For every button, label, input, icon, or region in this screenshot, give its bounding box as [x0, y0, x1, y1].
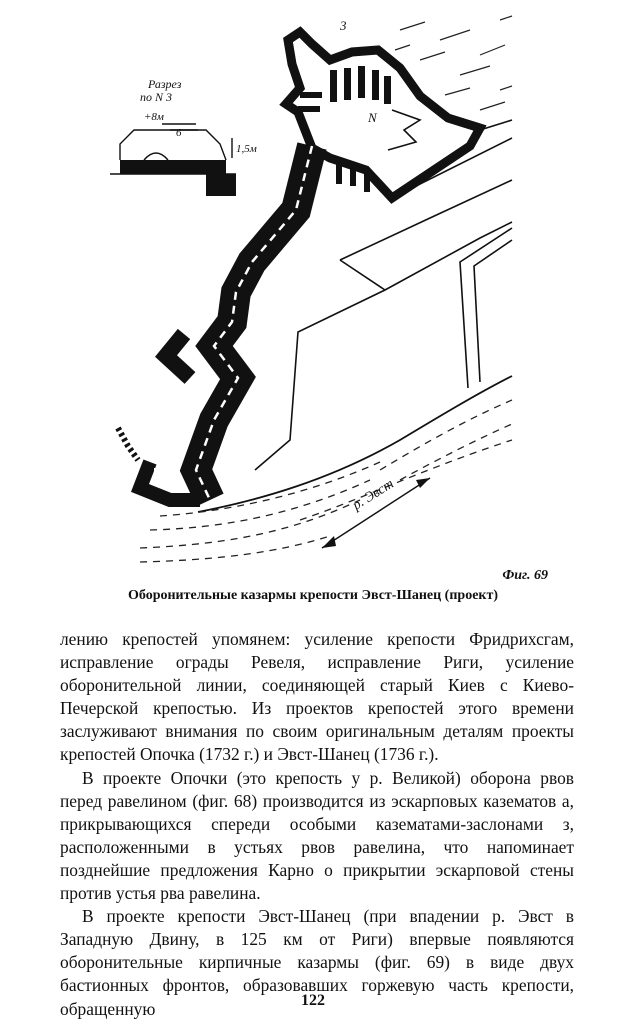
section-title-2: по N 3	[140, 90, 173, 104]
water-hatching	[395, 16, 512, 110]
section-inset	[110, 124, 236, 196]
figure-caption: Оборонительные казармы крепости Эвст-Шанец (проект)	[127, 588, 499, 603]
page-number: 122	[301, 992, 325, 1009]
marker-3-label: 3	[340, 18, 347, 33]
elevation-label: +8м	[144, 111, 164, 123]
north-marker-label: N	[368, 110, 377, 125]
height-label: 1,5м	[236, 143, 257, 155]
paragraph: В проекте Опочки (это крепость у р. Великой) оборона рвов перед равелином (фиг. 68) производится из эскарповых казематов а, прикрывающихся спереди особыми казематами-заслонами з, расположенными в устьях рвов равелина, что напоминает позднейшие предложения Карно о прикрытии эскарповой стены против устья рва равелина.	[60, 767, 574, 904]
figure-number: Фиг. 69	[502, 568, 548, 583]
section-title-1: Разрез	[148, 77, 182, 91]
paragraph: лению крепостей упомянем: усиление крепости Фридрихсгам, исправление ограды Ревеля, исправление Риги, усиление оборонительной линии, соединяющей старый Киев с Киево-Печерской крепостью. Из проектов крепостей этого времени заслуживают внимания по своим оригинальным деталям проекты крепостей Опочка (1732 г.) и Эвст-Шанец (1736 г.).	[60, 629, 574, 765]
width-label: 6	[176, 127, 182, 139]
body-text	[60, 628, 574, 1021]
river-label: р. Эвст	[350, 476, 397, 514]
paragraph: В проекте крепости Эвст-Шанец (при впадении р. Эвст в Западную Двину, в 125 км от Риги) впервые появляются оборонительные кирпичные казармы (фиг. 69) в виде двух бастионных фронтов, образовавших горжевую часть крепости, обращенную	[60, 906, 574, 1019]
casemate-wall	[196, 146, 312, 500]
